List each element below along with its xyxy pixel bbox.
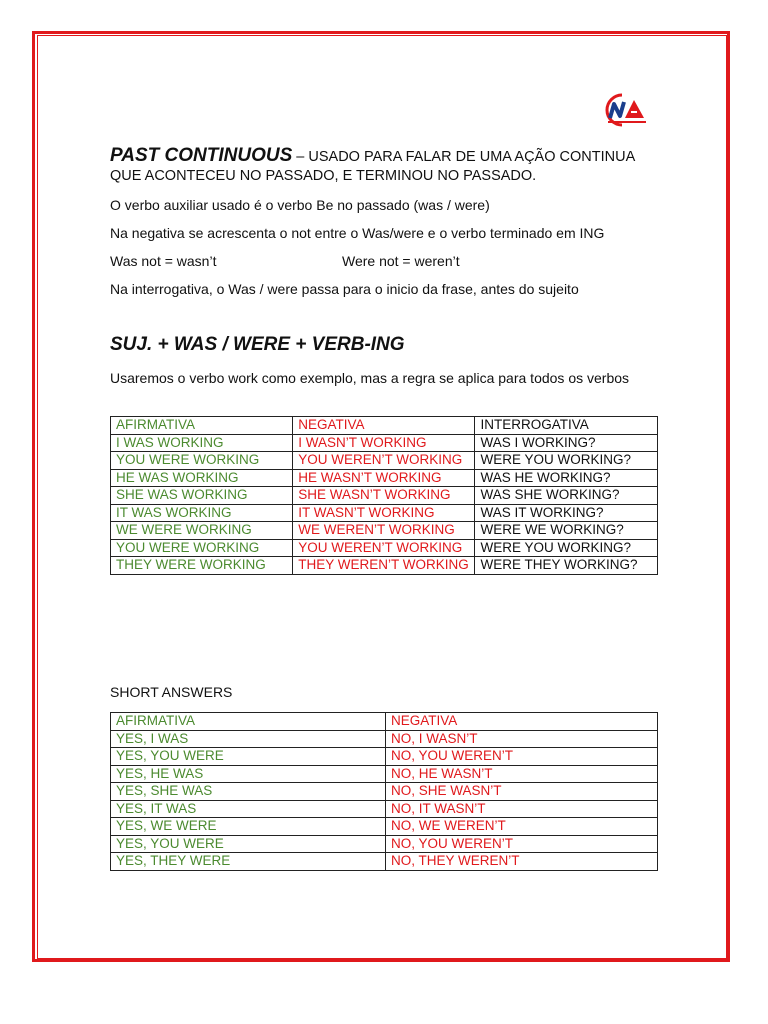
table-cell: WERE WE WORKING? bbox=[475, 522, 658, 540]
table-header-cell: INTERROGATIVA bbox=[475, 417, 658, 435]
table-cell: YES, YOU WERE bbox=[111, 835, 386, 853]
table-cell: HE WASN’T WORKING bbox=[293, 469, 475, 487]
table-cell: NO, THEY WEREN’T bbox=[386, 853, 658, 871]
table-cell: WERE THEY WORKING? bbox=[475, 557, 658, 575]
table-cell: WAS HE WORKING? bbox=[475, 469, 658, 487]
table-cell: IT WAS WORKING bbox=[111, 504, 293, 522]
page-title: PAST CONTINUOUS bbox=[110, 145, 293, 166]
table-cell: NO, HE WASN’T bbox=[386, 765, 658, 783]
table-row bbox=[111, 434, 658, 452]
table-cell: WERE YOU WORKING? bbox=[475, 539, 658, 557]
table-cell: YOU WERE WORKING bbox=[111, 539, 293, 557]
table-row bbox=[111, 539, 658, 557]
table-header-cell: NEGATIVA bbox=[386, 713, 658, 731]
was-not-text: Was not = wasn’t bbox=[110, 253, 217, 269]
table-row bbox=[111, 748, 658, 766]
table-cell: YES, I WAS bbox=[111, 730, 386, 748]
table-row bbox=[111, 800, 658, 818]
table-cell: NO, I WASN’T bbox=[386, 730, 658, 748]
table-cell: YES, SHE WAS bbox=[111, 783, 386, 801]
table-row bbox=[111, 522, 658, 540]
title-description: – USADO PARA FALAR DE UMA AÇÃO CONTINUA QUE ACONTECEU NO PASSADO, E TERMINOU NO PASSADO. bbox=[110, 149, 635, 184]
table-header-row bbox=[111, 417, 658, 435]
table-cell: YES, YOU WERE bbox=[111, 748, 386, 766]
table-cell: YOU WEREN’T WORKING bbox=[293, 452, 475, 470]
table-row bbox=[111, 487, 658, 505]
table-cell: WAS I WORKING? bbox=[475, 434, 658, 452]
table-cell: NO, YOU WEREN’T bbox=[386, 748, 658, 766]
interrogativa-text: Na interrogativa, o Was / were passa para o inicio da frase, antes do sujeito bbox=[110, 281, 579, 297]
table-cell: I WAS WORKING bbox=[111, 434, 293, 452]
negativa-text: Na negativa se acrescenta o not entre o Was/were e o verbo terminado em ING bbox=[110, 225, 605, 241]
table-cell: THEY WERE WORKING bbox=[111, 557, 293, 575]
table-cell: WE WERE WORKING bbox=[111, 522, 293, 540]
table-row bbox=[111, 853, 658, 871]
conjugation-table bbox=[110, 416, 658, 575]
table-cell: YOU WERE WORKING bbox=[111, 452, 293, 470]
table-row bbox=[111, 469, 658, 487]
title-line bbox=[110, 146, 662, 186]
table-row bbox=[111, 504, 658, 522]
table-cell: WERE YOU WORKING? bbox=[475, 452, 658, 470]
table-cell: YES, IT WAS bbox=[111, 800, 386, 818]
table-row bbox=[111, 835, 658, 853]
table-cell: SHE WASN’T WORKING bbox=[293, 487, 475, 505]
table-cell: YES, HE WAS bbox=[111, 765, 386, 783]
table-header-cell: NEGATIVA bbox=[293, 417, 475, 435]
table-cell: NO, SHE WASN’T bbox=[386, 783, 658, 801]
table-row bbox=[111, 818, 658, 836]
table-cell: WAS SHE WORKING? bbox=[475, 487, 658, 505]
table-cell: NO, YOU WEREN’T bbox=[386, 835, 658, 853]
table-header-cell: AFIRMATIVA bbox=[111, 713, 386, 731]
short-answers-table bbox=[110, 712, 658, 871]
table-header-cell: AFIRMATIVA bbox=[111, 417, 293, 435]
table-cell: YOU WEREN’T WORKING bbox=[293, 539, 475, 557]
contractions-line bbox=[110, 252, 460, 270]
table-row bbox=[111, 452, 658, 470]
table-row bbox=[111, 783, 658, 801]
auxiliar-text: O verbo auxiliar usado é o verbo Be no passado (was / were) bbox=[110, 197, 490, 213]
table-cell: HE WAS WORKING bbox=[111, 469, 293, 487]
formula-heading: SUJ. + WAS / WERE + VERB-ING bbox=[110, 334, 405, 355]
table-header-row bbox=[111, 713, 658, 731]
table-cell: NO, WE WEREN’T bbox=[386, 818, 658, 836]
logo-icon bbox=[600, 92, 648, 128]
table-cell: WE WEREN’T WORKING bbox=[293, 522, 475, 540]
table-cell: SHE WAS WORKING bbox=[111, 487, 293, 505]
content bbox=[110, 145, 662, 868]
table-cell: YES, THEY WERE bbox=[111, 853, 386, 871]
short-answers-label: SHORT ANSWERS bbox=[110, 684, 233, 700]
table-row bbox=[111, 765, 658, 783]
table-cell: WAS IT WORKING? bbox=[475, 504, 658, 522]
example-note: Usaremos o verbo work como exemplo, mas a regra se aplica para todos os verbos bbox=[110, 370, 630, 386]
table-cell: THEY WEREN’T WORKING bbox=[293, 557, 475, 575]
table-cell: I WASN’T WORKING bbox=[293, 434, 475, 452]
table-cell: NO, IT WASN’T bbox=[386, 800, 658, 818]
table-row bbox=[111, 557, 658, 575]
were-not-text: Were not = weren’t bbox=[342, 253, 460, 269]
table-row bbox=[111, 730, 658, 748]
table-cell: IT WASN’T WORKING bbox=[293, 504, 475, 522]
table-cell: YES, WE WERE bbox=[111, 818, 386, 836]
